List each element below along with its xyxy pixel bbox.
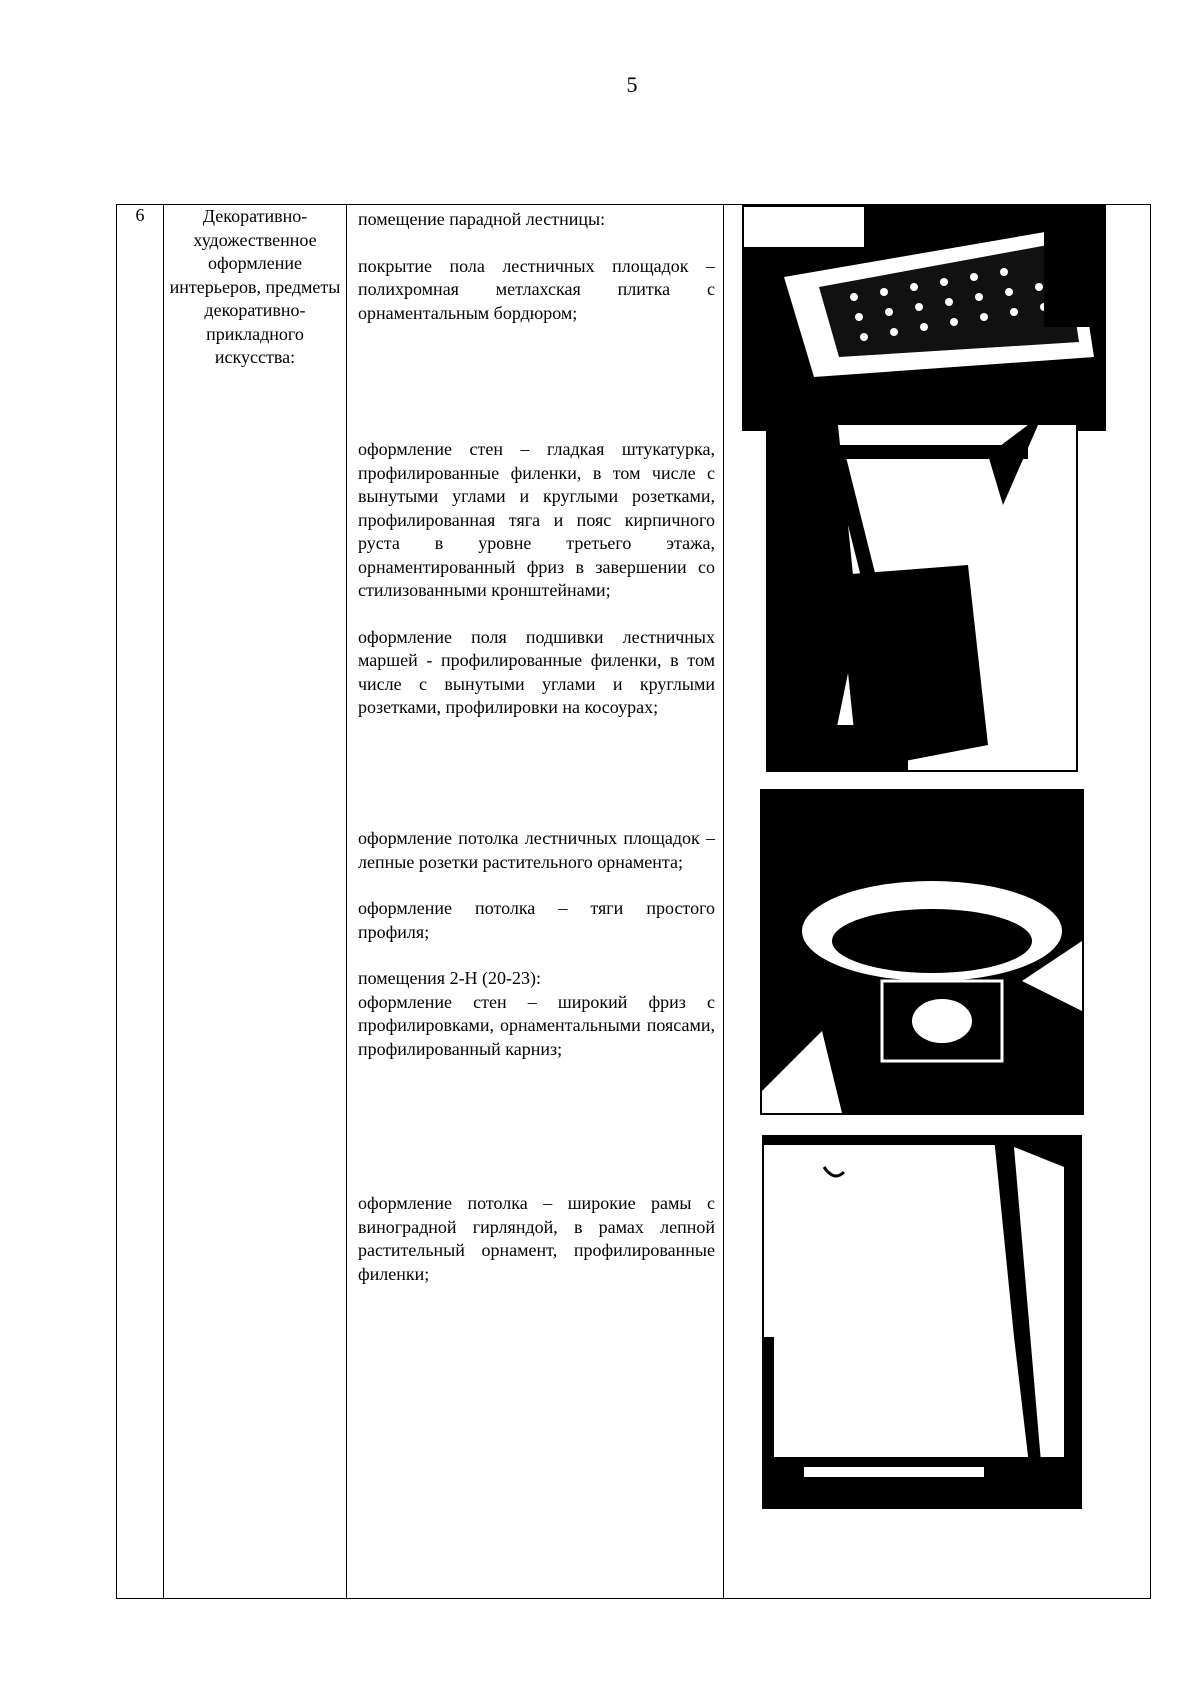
monument-table	[116, 204, 1151, 1599]
description-block-4	[358, 1192, 715, 1286]
photo-ceiling-frames	[762, 1135, 1082, 1509]
description-paragraph: оформление поля подшивки лестничных маршей - профилированные филенки, в том числе с вынутыми углами и круглыми розетками, профилировки на косоурах;	[358, 626, 715, 717]
row-number: 6	[117, 205, 164, 1599]
description-paragraph: оформление потолка – широкие рамы с виноградной гирляндой, в рамах лепной растительный орнамент, профилированные филенки;	[358, 1193, 715, 1284]
description-paragraph: покрытие пола лестничных площадок – полихромная метлахская плитка с орнаментальным бордюром;	[358, 255, 715, 323]
photo-ceiling-rosette-image	[762, 791, 1082, 1113]
row-name: Декоративно-художественное оформление интерьеров, предметы декоративно-прикладного искусства:	[164, 205, 347, 1599]
description-paragraph: оформление потолка лестничных площадок – лепные розетки растительного орнамента;	[358, 828, 715, 872]
description-paragraph: помещения 2-Н (20-23): оформление стен – широкий фриз с профилировками, орнаментальными поясами, профилированный карниз;	[358, 968, 715, 1059]
description-block-3	[358, 827, 715, 1061]
photo-cell	[724, 205, 1151, 1599]
photo-ceiling-rosette	[760, 789, 1084, 1115]
table-row	[117, 205, 1151, 1599]
description-block-2	[358, 438, 715, 720]
photo-stair-walls	[766, 423, 1078, 772]
page-number: 5	[626, 72, 638, 97]
description-paragraph: оформление потолка – тяги простого профиля;	[358, 898, 715, 942]
photo-floor-tiles-image	[744, 207, 1104, 429]
photo-ceiling-frames-image	[764, 1137, 1080, 1507]
photo-stair-walls-image	[768, 425, 1076, 770]
description-paragraph: оформление стен – гладкая штукатурка, профилированные филенки, в том числе с вынутыми углами и круглыми розетками, профилированная тяга и пояс кирпичного руста в уровне третьего этажа, орнаментированный фриз в завершении со стилизованными кронштейнами;	[358, 439, 715, 600]
photo-floor-tiles	[742, 205, 1106, 431]
description-cell	[347, 205, 724, 1599]
description-paragraph: помещение парадной лестницы:	[358, 209, 606, 229]
description-block-1	[358, 208, 715, 325]
